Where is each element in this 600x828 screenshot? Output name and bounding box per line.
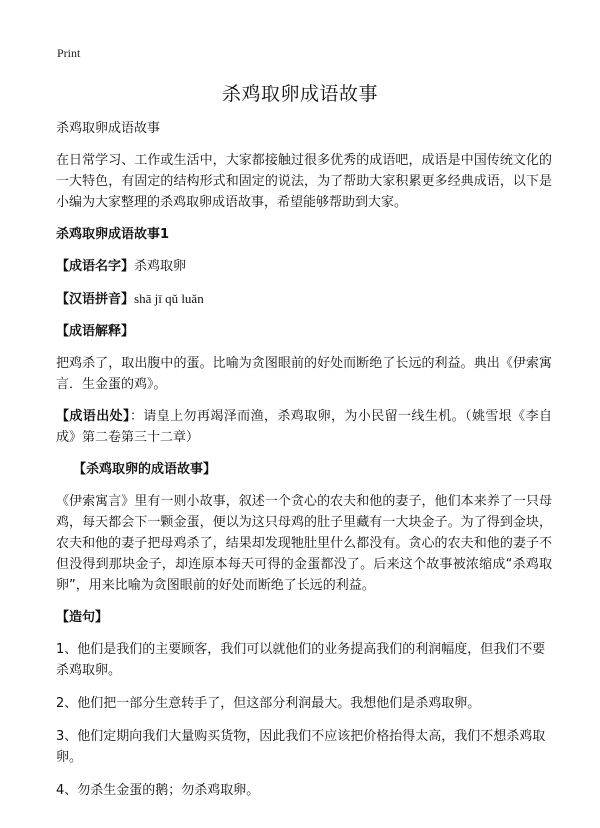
document-body [56,118,552,813]
explanation-text: 把鸡杀了，取出腹中的蛋。比喻为贪图眼前的好处而断绝了长远的利益。典出《伊索寓言．生金蛋的鸡》。 [56,356,552,392]
story-heading: 杀鸡取卵成语故事1 [56,227,170,242]
tale-heading: 【杀鸡取卵的成语故事】 [73,462,217,477]
idiom-name-field [56,256,552,277]
pinyin-label: 【汉语拼音】 [56,292,135,307]
example-sentence-3: 3、他们定期向我们大量购买货物，因此我们不应该把价格抬得太高，我们不想杀鸡取卵。 [56,729,546,765]
pinyin-value: shā jī qǔ luǎn [134,291,204,306]
source-field [56,406,552,448]
explanation-heading: 【成语解释】 [56,324,135,339]
source-label: 【成语出处】 [56,409,130,424]
tale-text: 《伊索寓言》里有一则小故事，叙述一个贪心的农夫和他的妻子，他们本来养了一只母鸡，每天都会下一颗金蛋，便以为这只母鸡的肚子里藏有一大块金子。为了得到金块，农夫和他的妻子把母鸡杀了，结果却发现牠肚里什么都没有。贪心的农夫和他的妻子不但没得到那块金子，却连原本每天可得的金蛋都没了。后来这个故事被浓缩成“杀鸡取卵”，用来比喻为贪图眼前的好处而断绝了长远的利益。 [56,494,552,593]
example-sentence-1: 1、他们是我们的主要顾客，我们可以就他们的业务提高我们的利润幅度，但我们不要杀鸡取卵。 [56,642,546,678]
sentence-heading: 【造句】 [56,610,109,625]
idiom-name-value: 杀鸡取卵 [134,259,187,274]
source-value: ：请皇上勿再竭泽而渔，杀鸡取卵，为小民留一线生机。（姚雪垠《李自成》第二卷第三十二章） [56,409,552,445]
example-sentence-4: 4、勿杀生金蛋的鹅；勿杀鸡取卵。 [56,783,260,798]
document-subtitle: 杀鸡取卵成语故事 [56,121,161,136]
example-sentence-2: 2、他们把一部分生意转手了，但这部分利润最大。我想他们是杀鸡取卵。 [56,696,481,711]
intro-paragraph: 在日常学习、工作或生活中，大家都接触过很多优秀的成语吧，成语是中国传统文化的一大特色，有固定的结构形式和固定的说法，为了帮助大家积累更多经典成语，以下是小编为大家整理的杀鸡取卵成语故事，希望能够帮助到大家。 [56,153,552,210]
idiom-name-label: 【成语名字】 [56,259,135,274]
pinyin-field [56,288,552,310]
print-label: Print [57,46,81,60]
page-title: 杀鸡取卵成语故事 [221,83,378,105]
